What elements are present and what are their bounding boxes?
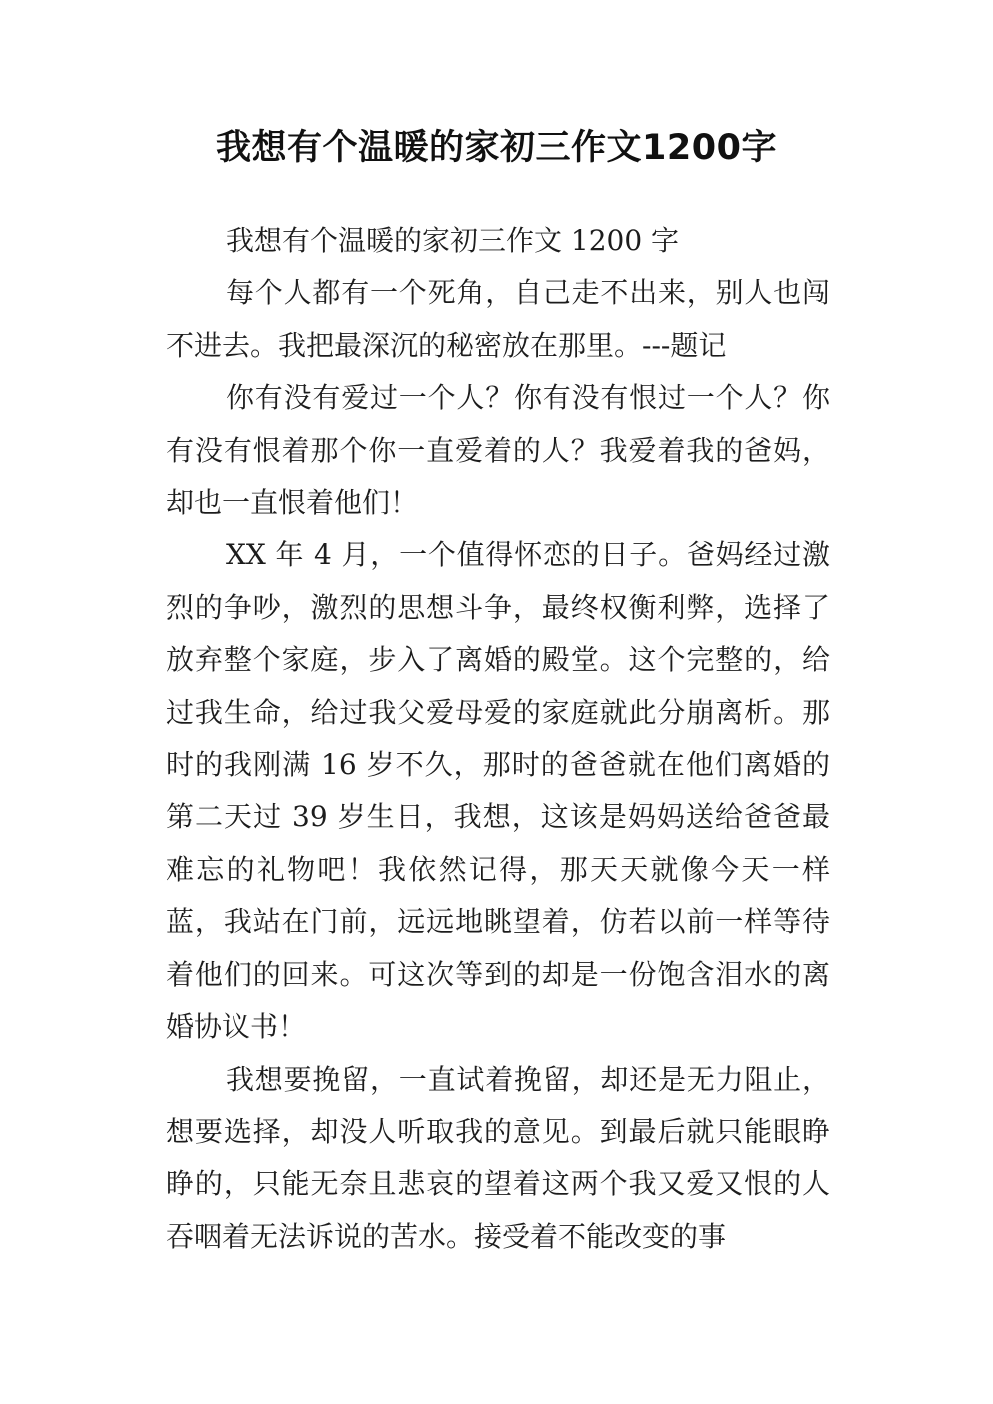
paragraph-epigraph: 每个人都有一个死角，自己走不出来，别人也闯不进去。我把最深沉的秘密放在那里。---题记 (166, 276, 830, 362)
paragraph-divorce-story: XX 年 4 月，一个值得怀恋的日子。爸妈经过激烈的争吵，激烈的思想斗争，最终权衡利弊，选择了放弃整个家庭，步入了离婚的殿堂。这个完整的，给过我生命，给过我父爱母爱的家庭就此分崩离析。那时的我刚满 16 岁不久，那时的爸爸就在他们离婚的第二天过 39 岁生日，我想，这该是妈妈送给爸爸最难忘的礼物吧！我依然记得，那天天就像今天一样蓝，我站在门前，远远地眺望着，仿若以前一样等待着他们的回来。可这次等到的却是一份饱含泪水的离婚协议书！ (166, 538, 830, 1044)
document-body (166, 215, 830, 1263)
document-title: 我想有个温暖的家初三作文1200字 (216, 128, 777, 168)
paragraph-heading-repeat: 我想有个温暖的家初三作文 1200 字 (226, 224, 680, 257)
paragraph-questions: 你有没有爱过一个人？你有没有恨过一个人？你有没有恨着那个你一直爱着的人？我爱着我的爸妈，却也一直恨着他们！ (166, 381, 830, 520)
paragraph-reaction: 我想要挽留，一直试着挽留，却还是无力阻止，想要选择，却没人听取我的意见。到最后就只能眼睁睁的，只能无奈且悲哀的望着这两个我又爱又恨的人吞咽着无法诉说的苦水。接受着不能改变的事 (166, 1062, 830, 1253)
